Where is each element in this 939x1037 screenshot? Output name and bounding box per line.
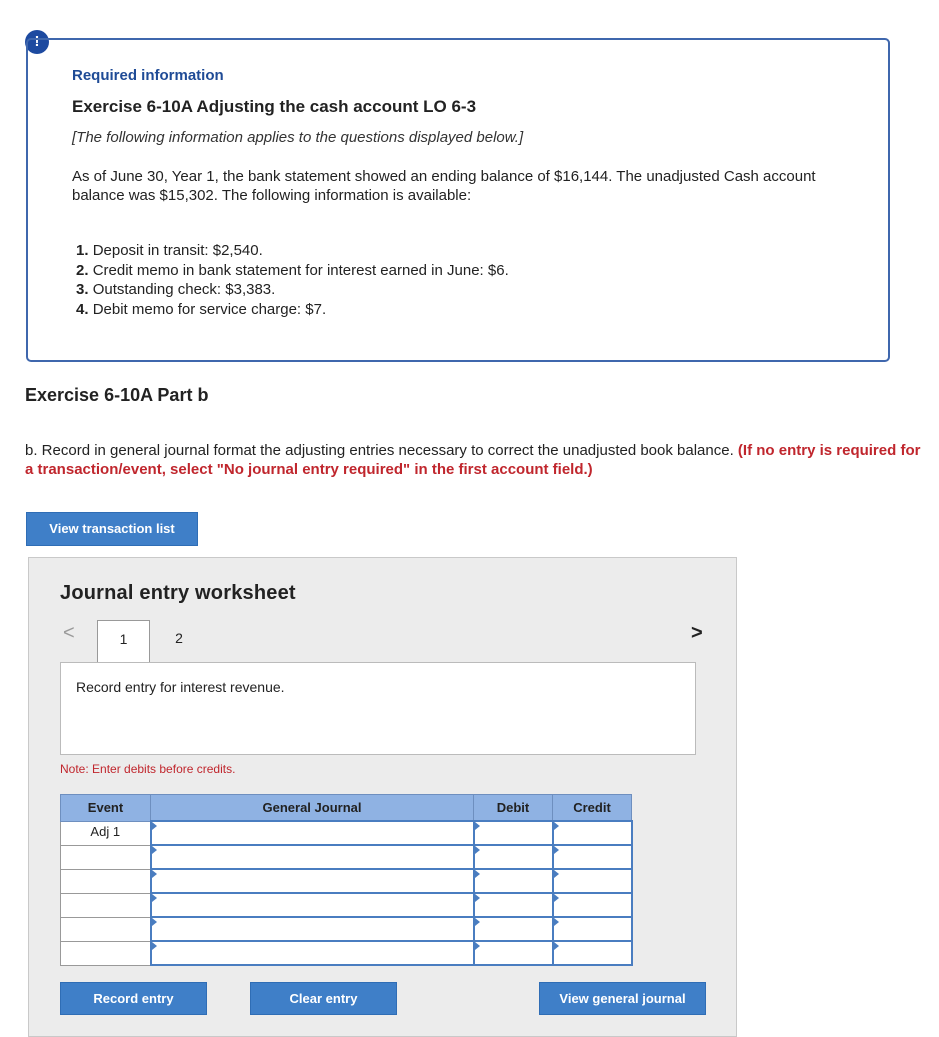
worksheet-title: Journal entry worksheet (60, 582, 296, 604)
account-input[interactable] (151, 917, 474, 941)
account-input[interactable] (151, 893, 474, 917)
required-information-heading: Required information (72, 67, 224, 84)
instruction-main: b. Record in general journal format the adjusting entries necessary to correct the unadjusted book balance. (25, 442, 734, 459)
list-item (76, 280, 509, 300)
part-title: Exercise 6-10A Part b (25, 385, 209, 405)
dropdown-marker-icon (152, 918, 157, 926)
info-note: [The following information applies to the questions displayed below.] (72, 129, 524, 146)
debit-input[interactable] (474, 869, 553, 893)
credit-input[interactable] (553, 869, 632, 893)
event-cell: Adj 1 (61, 821, 151, 845)
table-row (61, 869, 632, 893)
dropdown-marker-icon (152, 942, 157, 950)
list-item-text: Outstanding check: $3,383. (92, 281, 276, 298)
dropdown-marker-icon (554, 942, 559, 950)
entry-description-box (60, 662, 696, 755)
view-general-journal-button[interactable]: View general journal (539, 982, 706, 1015)
alert-icon: ! (25, 30, 49, 54)
list-item-text: Deposit in transit: $2,540. (92, 242, 263, 259)
account-input[interactable] (151, 869, 474, 893)
journal-entry-worksheet (28, 557, 737, 1037)
list-item-text: Debit memo for service charge: $7. (92, 300, 327, 318)
journal-table (60, 794, 633, 966)
dropdown-marker-icon (554, 822, 559, 830)
view-transaction-list-button[interactable]: View transaction list (26, 512, 198, 546)
dropdown-marker-icon (475, 822, 480, 830)
dropdown-marker-icon (152, 870, 157, 878)
account-input[interactable] (151, 821, 474, 845)
credit-input[interactable] (553, 941, 632, 965)
table-row (61, 917, 632, 941)
list-item (76, 261, 509, 281)
dropdown-marker-icon (475, 846, 480, 854)
event-cell (61, 917, 151, 941)
debit-input[interactable] (474, 821, 553, 845)
account-input[interactable] (151, 845, 474, 869)
debits-note: Note: Enter debits before credits. (60, 762, 236, 776)
event-cell (61, 845, 151, 869)
info-paragraph: As of June 30, Year 1, the bank statement showed an ending balance of $16,144. The unadjusted Cash account balance was $15,302. The following information is available: (72, 168, 816, 204)
column-header-event: Event (61, 795, 151, 822)
dropdown-marker-icon (152, 846, 157, 854)
account-input[interactable] (151, 941, 474, 965)
dropdown-marker-icon (554, 894, 559, 902)
table-header-row (61, 795, 632, 822)
credit-input[interactable] (553, 917, 632, 941)
list-item (76, 241, 509, 261)
list-item-number: 1. (76, 242, 89, 259)
debit-input[interactable] (474, 941, 553, 965)
clear-entry-button[interactable]: Clear entry (250, 982, 397, 1015)
dropdown-marker-icon (475, 942, 480, 950)
exercise-title: Exercise 6-10A Adjusting the cash account LO 6-3 (72, 97, 477, 116)
tab-2[interactable]: 2 (175, 630, 183, 646)
dropdown-marker-icon (475, 894, 480, 902)
list-item-text: Credit memo in bank statement for interest earned in June: $6. (92, 261, 509, 279)
chevron-right-icon[interactable]: > (691, 622, 703, 644)
list-item (76, 300, 509, 320)
info-list (76, 241, 509, 319)
event-cell (61, 893, 151, 917)
chevron-left-icon[interactable]: < (63, 622, 75, 644)
dropdown-marker-icon (475, 918, 480, 926)
event-cell (61, 941, 151, 965)
entry-description: Record entry for interest revenue. (76, 679, 285, 695)
dropdown-marker-icon (152, 894, 157, 902)
table-row (61, 893, 632, 917)
instruction-text (25, 441, 930, 479)
instruction-warning: (If no entry is required for a transaction/event, select "No journal entry required" in the first account field.) (25, 442, 921, 478)
column-header-credit: Credit (553, 795, 632, 822)
column-header-general-journal: General Journal (151, 795, 474, 822)
table-row (61, 845, 632, 869)
list-item-number: 3. (76, 281, 89, 298)
list-item-number: 2. (76, 261, 89, 279)
table-row (61, 941, 632, 965)
record-entry-button[interactable]: Record entry (60, 982, 207, 1015)
column-header-debit: Debit (474, 795, 553, 822)
debit-input[interactable] (474, 893, 553, 917)
credit-input[interactable] (553, 893, 632, 917)
dropdown-marker-icon (554, 870, 559, 878)
table-row (61, 821, 632, 845)
tab-1[interactable]: 1 (97, 620, 150, 662)
credit-input[interactable] (553, 821, 632, 845)
dropdown-marker-icon (152, 822, 157, 830)
required-information-box (26, 38, 890, 362)
dropdown-marker-icon (554, 918, 559, 926)
list-item-number: 4. (76, 300, 89, 318)
dropdown-marker-icon (554, 846, 559, 854)
debit-input[interactable] (474, 845, 553, 869)
event-cell (61, 869, 151, 893)
dropdown-marker-icon (475, 870, 480, 878)
credit-input[interactable] (553, 845, 632, 869)
debit-input[interactable] (474, 917, 553, 941)
